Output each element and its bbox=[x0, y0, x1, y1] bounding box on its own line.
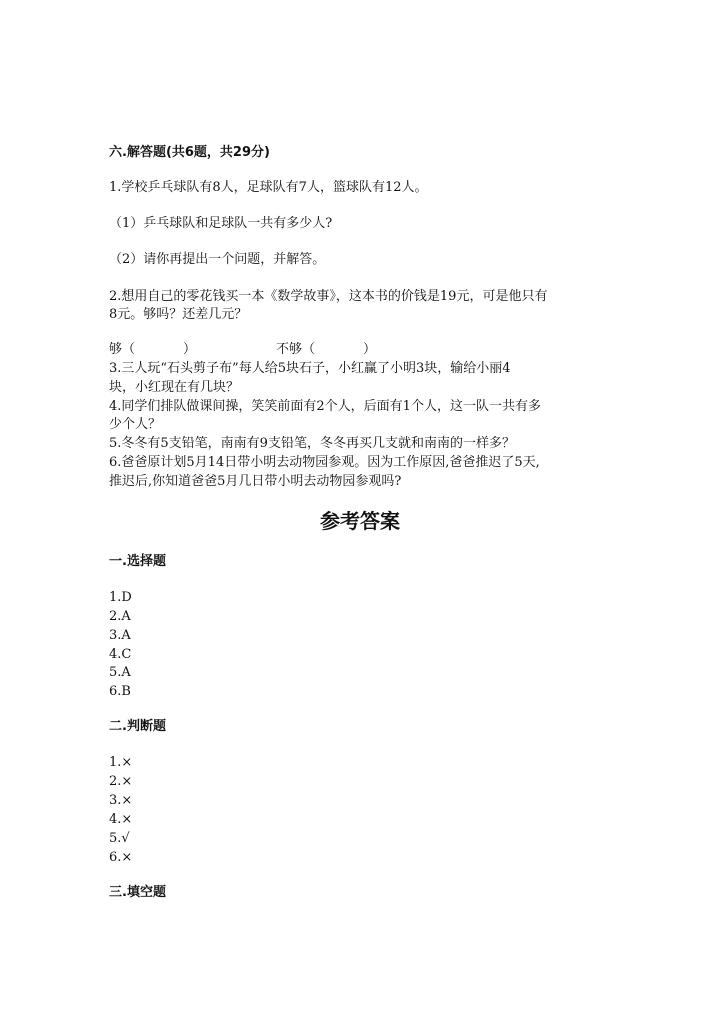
choice-answer: 5.A bbox=[109, 665, 131, 680]
option-not-enough: 不够（ bbox=[276, 342, 316, 357]
question-2-line-1: 2.想用自己的零花钱买一本《数学故事》，这本书的价钱是19元，可是他只有 bbox=[109, 289, 548, 304]
section-6-heading: 六.解答题(共6题，共29分) bbox=[109, 145, 270, 160]
question-1-part-1: （1）乒乓球队和足球队一共有多少人? bbox=[109, 216, 333, 231]
question-1: 1.学校乒乓球队有8人，足球队有7人，篮球队有12人。 bbox=[109, 180, 428, 195]
answers-title: 参考答案 bbox=[320, 509, 400, 533]
question-2-line-2: 8元。够吗？还差几元？ bbox=[109, 307, 248, 322]
choice-heading: 一.选择题 bbox=[109, 554, 166, 569]
question-3-line-1: 3.三人玩“石头剪子布”每人给5块石子，小红赢了小明3块，输给小丽4 bbox=[109, 361, 511, 376]
choice-answer: 2.A bbox=[109, 609, 131, 624]
option-enough-close: ） bbox=[183, 342, 197, 357]
choice-answer: 3.A bbox=[109, 628, 131, 643]
question-2-options bbox=[109, 340, 649, 359]
question-5: 5.冬冬有5支铅笔，南南有9支铅笔，冬冬再买几支就和南南的一样多？ bbox=[109, 436, 515, 451]
choice-answer: 4.C bbox=[109, 647, 132, 662]
question-4-line-1: 4.同学们排队做课间操，笑笑前面有2个人，后面有1个人，这一队一共有多 bbox=[109, 399, 541, 414]
option-enough: 够（ bbox=[109, 342, 136, 357]
question-3-line-2: 块，小红现在有几块？ bbox=[109, 380, 240, 395]
question-6-line-2: 推迟后,你知道爸爸5月几日带小明去动物园参观吗? bbox=[109, 474, 402, 489]
fill-heading: 三.填空题 bbox=[109, 885, 166, 900]
choice-answer: 1.D bbox=[109, 590, 132, 605]
judge-heading: 二.判断题 bbox=[109, 719, 166, 734]
question-6-line-1: 6.爸爸原计划5月14日带小明去动物园参观。因为工作原因,爸爸推迟了5天, bbox=[109, 455, 540, 470]
option-not-enough-close: ） bbox=[363, 342, 377, 357]
question-4-line-2: 少个人？ bbox=[109, 417, 162, 432]
judge-answer: 6.× bbox=[109, 850, 133, 865]
judge-answer: 5.√ bbox=[109, 831, 130, 846]
judge-answer: 3.× bbox=[109, 793, 133, 808]
choice-answer: 6.B bbox=[109, 684, 131, 699]
judge-answer: 4.× bbox=[109, 812, 133, 827]
question-1-part-2: （2）请你再提出一个问题，并解答。 bbox=[109, 252, 326, 267]
judge-answer: 2.× bbox=[109, 774, 133, 789]
judge-answer: 1.× bbox=[109, 755, 133, 770]
